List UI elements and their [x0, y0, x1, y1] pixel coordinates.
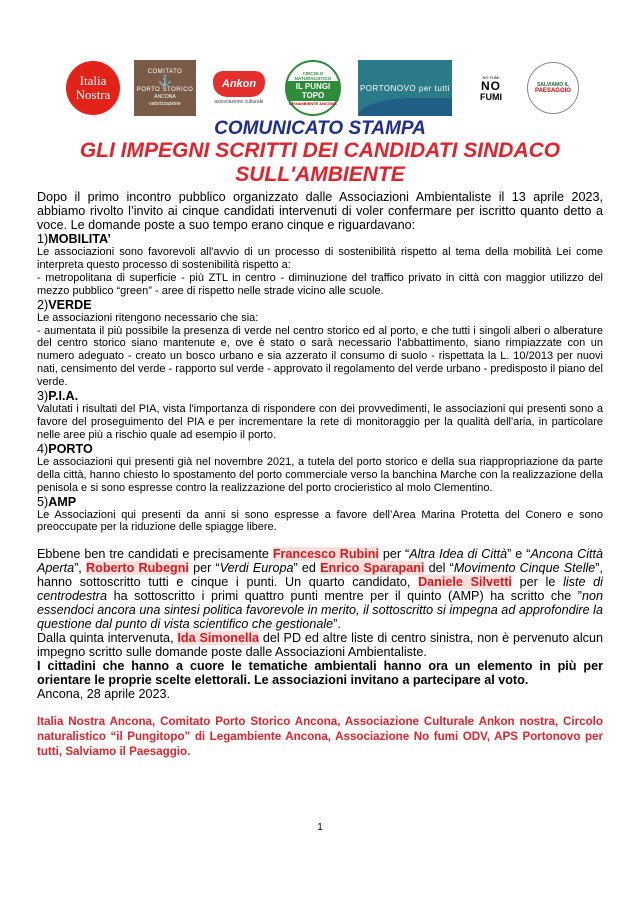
salviamo-il-paesaggio-logo	[526, 60, 580, 116]
fifth-candidate-paragraph	[37, 631, 603, 659]
text-run: Ebbene ben tre candidati e precisamente	[37, 547, 273, 562]
italia-nostra-logo	[64, 60, 122, 116]
section-porto	[37, 442, 603, 495]
text-run: del “	[424, 561, 454, 576]
pungitopo-logo-top: CIRCOLO NATURALISTICO	[294, 70, 332, 81]
intro-paragraph: Dopo il primo incontro pubblico organizzato dalle Associazioni Ambientaliste il 13 aprile 2023, abbiamo rivolto l’invito ai cinque candidati intervenuti di voler confermare per iscritto quanto detto a voce. Le domande poste a suo tempo erano cinque e riguardavano:	[37, 190, 603, 232]
conclusion-paragraph: I cittadini che hanno a cuore le tematiche ambientali hanno ora un elemento in più per orientare le proprie scelte elettorali. Le associazioni invitano a partecipare al voto.	[37, 659, 603, 688]
text-run: ha sottoscritto i primi quattro punti mentre per il quinto (AMP) ha scritto che ”	[107, 589, 582, 604]
logo-strip	[64, 60, 580, 120]
ankon-logo-sub: associazione culturale	[214, 99, 264, 105]
section-verde	[37, 298, 603, 389]
section-heading: AMP	[48, 494, 77, 509]
subtitle-line-1: GLI IMPEGNI SCRITTI DEI CANDIDATI SINDACO	[79, 139, 561, 162]
section-body: Le associazioni sono favorevoli all'avvio di un processo di sostenibilità rispetto al tema della mobilità Lei come interpreta questo processo di sostenibilità rispetto a: - metropolitana di superficie - più ZTL in centro - diminuzione del traffico privato in città con maggior utilizzo del mezzo pubblico “green” - aree di rispetto nelle strade vicino alle scuole.	[37, 246, 603, 297]
anchor-icon: ⚓	[158, 74, 172, 87]
section-heading: P.I.A.	[48, 389, 79, 404]
document-title: COMUNICATO STAMPA	[214, 118, 426, 139]
salviamo-logo-line2: PAESAGGIO	[535, 88, 571, 94]
section-heading: MOBILITA’	[48, 232, 111, 246]
comitato-logo-line1: COMITATO	[147, 68, 183, 75]
candidate-name: Roberto Rubegni	[86, 561, 189, 576]
text-run: ” e “	[507, 547, 531, 562]
section-pia	[37, 389, 603, 442]
text-run: per “	[188, 561, 220, 576]
text-run: ” ed	[293, 561, 321, 576]
section-number: 2)	[37, 297, 49, 312]
comitato-logo-line2: PORTO STORICO	[136, 86, 194, 93]
section-body: Le associazioni ritengono necessario che sia: - aumentata il più possibile la presenza di verde nel centro storico ed al porto, e che tutti i singoli alberi o alberature del centro storico siano mantenute e, ove è stato o sarà necessario l'abbattimento, siano rimpiazzate con un numero adeguato - creato un bosco urbano e sia azzerato il consumo di suolo - rispettata la L. 10/2013 per nuovi nati, censimento del verde - rapporto sul verde - approvato il regolamento del verde urbano - predisposto il piano del verde.	[37, 311, 603, 389]
list-name: Verdi Europa	[219, 561, 294, 576]
section-number: 3)	[37, 389, 49, 404]
candidate-name: Francesco Rubini	[272, 547, 379, 562]
candidate-name: Ida Simonella	[177, 631, 259, 646]
comitato-logo-line3: ANCONA	[154, 93, 176, 100]
text-run: del PD ed altre liste di centro sinistra, non è pervenuto alcun impegno scritto sulle domande poste dalle Associazioni Ambientaliste.	[37, 631, 603, 660]
no-fumi-logo-fumi: FUMI	[480, 91, 502, 102]
text-run: ”,	[74, 561, 87, 576]
section-heading: PORTO	[48, 441, 93, 456]
section-number: 4)	[37, 441, 49, 456]
ankon-nostra-logo	[208, 60, 270, 116]
list-name: Altra Idea di Città	[409, 547, 508, 562]
text-run: per le	[511, 575, 564, 590]
list-name: Ancona Città Aperta	[37, 547, 604, 576]
section-body: Valutati i risultati del PIA, vista l'importanza di rispondere con dei provvedimenti, le associazioni qui presenti sono a favore del proseguimento del PIA e per incrementare la rete di monitoraggio per la qualità dell'aria, in particolare nelle aree più a rischio quale ad esempio il porto.	[37, 403, 603, 441]
section-mobilita	[37, 232, 603, 298]
no-fumi-logo-no: NO	[481, 78, 501, 93]
section-number: 5)	[37, 494, 49, 509]
portonovo-logo	[358, 60, 452, 116]
comitato-logo-line4: valorizzazione	[149, 100, 181, 107]
sea-wave-shape	[358, 98, 452, 116]
section-body: Le Associazioni qui presenti da anni si sono espresse a favore dell’Area Marina Protetta del Conero e sono preoccupate per la riduzione delle spiagge libere.	[37, 508, 603, 534]
no-fumi-logo	[468, 60, 514, 116]
pungitopo-logo	[282, 60, 344, 116]
pungitopo-logo-mid: IL PUNGI TOPO	[287, 81, 339, 101]
section-number: 1)	[37, 232, 49, 246]
ankon-logo-name: Ankon nostra	[213, 71, 265, 97]
signatories-paragraph: Italia Nostra Ancona, Comitato Porto Storico Ancona, Associazione Culturale Ankon nostra, Circolo naturalistico “il Pungitopo” di Legambiente Ancona, Associazione No fumi ODV, APS Portonovo per tutti, Salviamo il Paesaggio.	[37, 715, 603, 759]
quoted-statement: non essendoci ancora una sintesi politica favorevole in merito, il sottoscritto si impegna ad approfondire la questione dal punto di vista scientifico che gestionale	[37, 589, 603, 632]
list-name: liste di centrodestra	[37, 575, 603, 604]
salviamo-logo-line1: SALVIAMO IL	[537, 82, 569, 88]
document-subtitle	[0, 139, 640, 187]
comitato-porto-storico-logo	[134, 60, 196, 116]
candidate-name: Daniele Silvetti	[418, 575, 512, 590]
text-run: ”.	[333, 617, 341, 632]
no-fumi-logo-small: NO FUMI	[482, 74, 500, 80]
section-amp	[37, 495, 603, 535]
text-run: per “	[378, 547, 410, 562]
section-body: Le associazioni qui presenti già nel novembre 2021, a tutela del porto storico e della sua riappropriazione da parte della città, hanno chiesto lo spostamento del porto commerciale verso la banchina Marche con la realizzazione della penisola e si sono espresse contro la realizzazione del porto crocieristico al molo Clementino.	[37, 455, 603, 494]
section-heading: VERDE	[48, 297, 92, 312]
italia-nostra-logo-text: Italia Nostra	[75, 73, 111, 102]
text-run: ”, hanno sottoscritto tutti e cinque i punti. Un quarto candidato,	[37, 561, 603, 590]
page-number: 1	[317, 822, 323, 833]
portonovo-logo-text: PORTONOVO per tutti	[359, 83, 451, 93]
subtitle-line-2: SULL'AMBIENTE	[235, 163, 405, 186]
pungitopo-logo-bot: LEGAMBIENTE ANCONA	[289, 100, 337, 106]
press-release-body	[37, 190, 603, 759]
list-name: Movimento Cinque Stelle	[453, 561, 596, 576]
candidate-name: Enrico Sparapani	[320, 561, 425, 576]
text-run: Dalla quinta intervenuta,	[37, 631, 178, 646]
candidates-paragraph	[37, 547, 603, 631]
date-line: Ancona, 28 aprile 2023.	[37, 687, 171, 702]
